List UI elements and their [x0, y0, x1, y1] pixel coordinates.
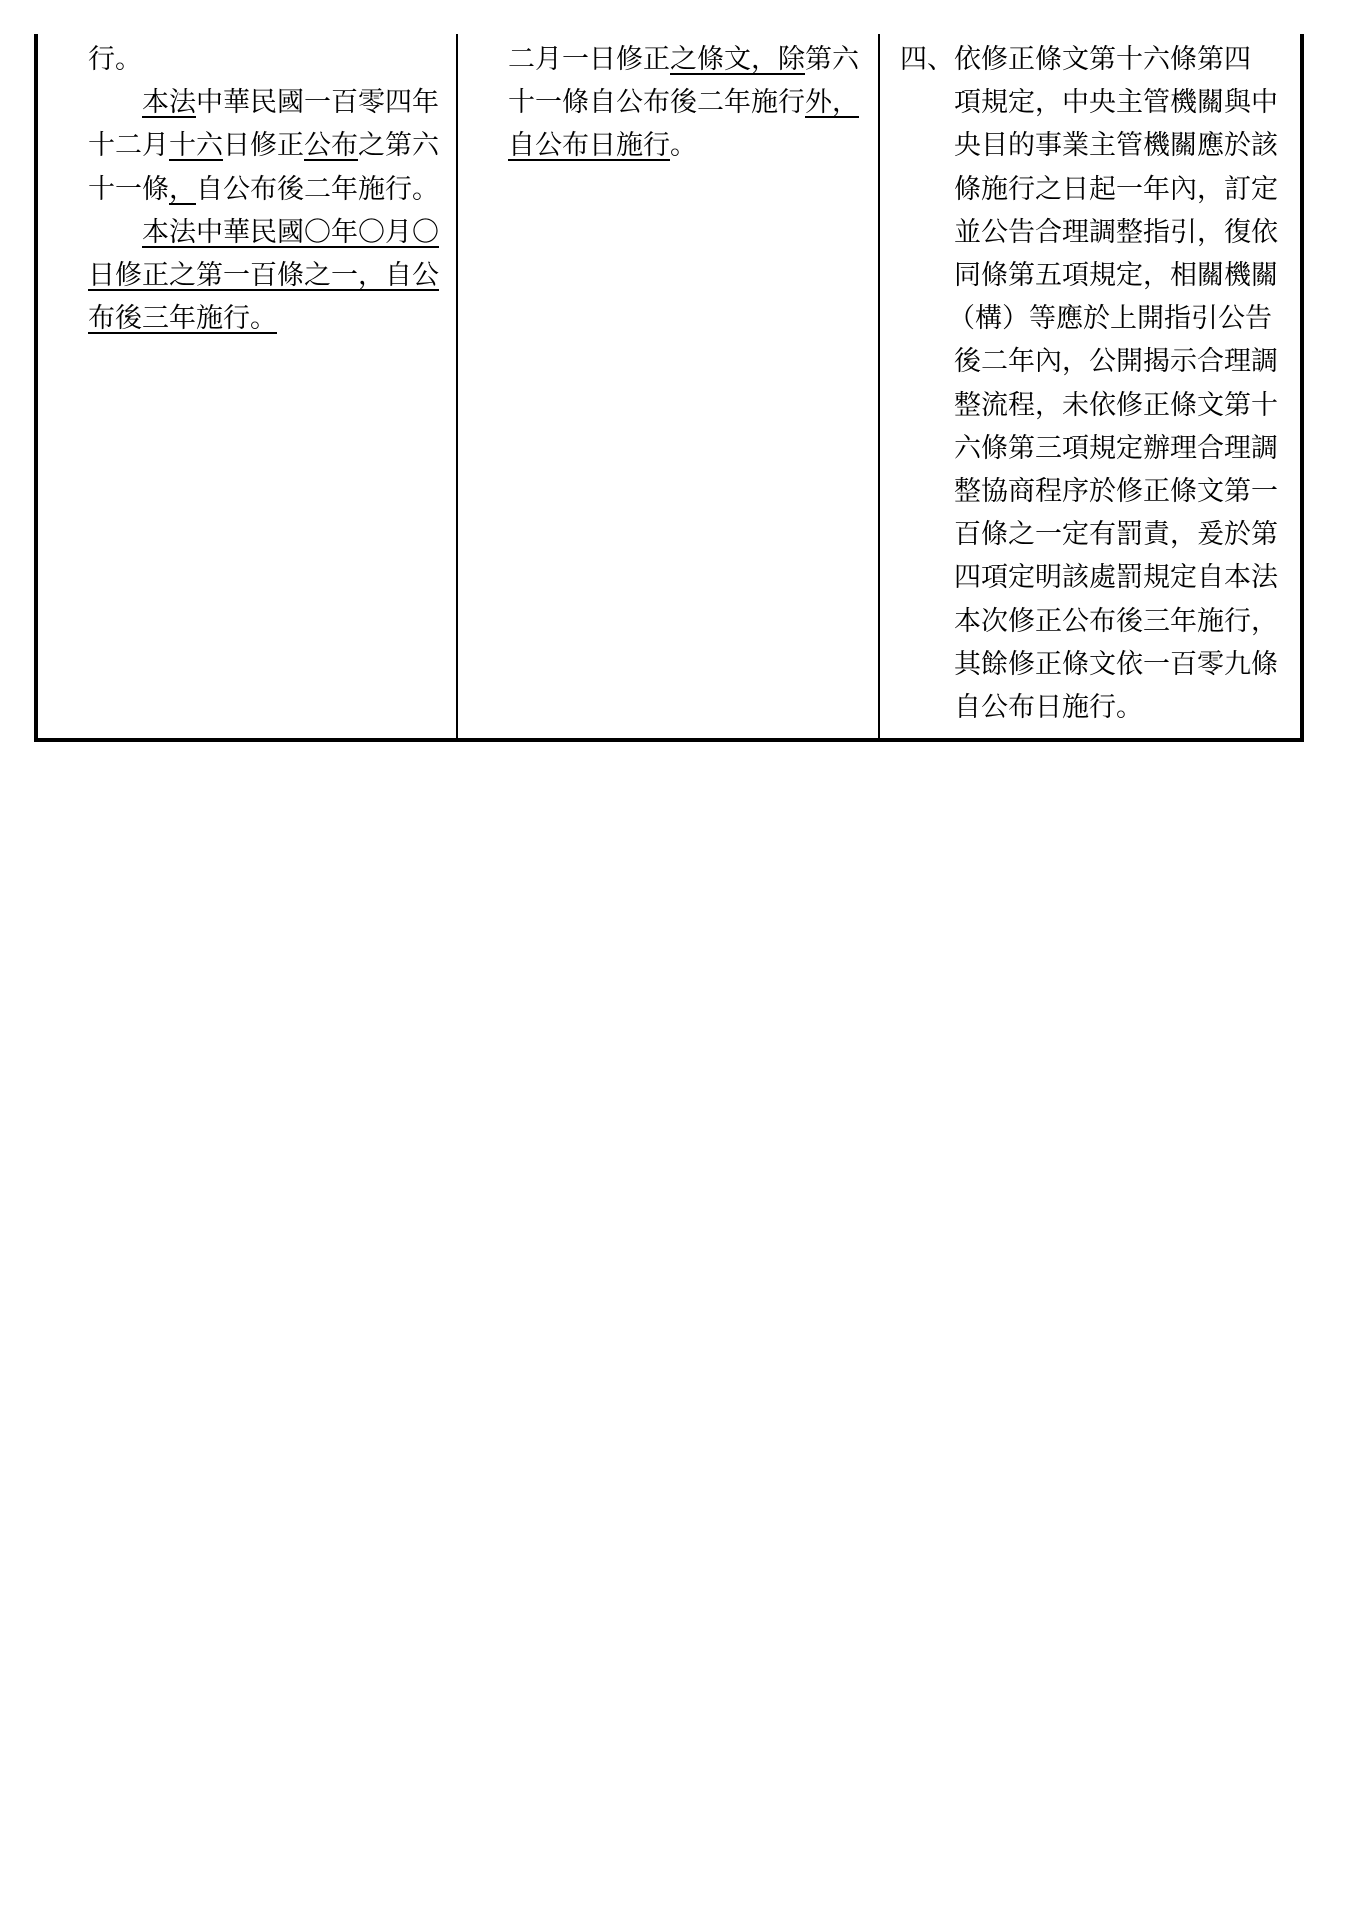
revised-paragraph-104 — [88, 81, 448, 211]
explanation-line: 項規定，中央主管機關與中 — [954, 87, 1278, 119]
current-segment: 外，自公布日施行 — [508, 87, 859, 162]
revised-segment: 之第六十一條 — [88, 130, 439, 205]
explanation-line: 四、依修正條文第十六條第四 — [900, 44, 1251, 75]
explanation-line: 其餘修正條文依一百零九條 — [954, 648, 1278, 680]
explanation-line: （構）等應於上開指引公告 — [948, 303, 1272, 335]
column-divider-right — [878, 34, 880, 738]
revised-segment: 公布 — [304, 130, 358, 162]
revised-segment: 本法 — [142, 87, 196, 119]
current-text-column — [508, 38, 868, 168]
revised-segment: 十六 — [169, 130, 223, 162]
revised-segment: 日修正 — [223, 130, 304, 162]
revised-segment: ， — [169, 173, 196, 205]
current-paragraph — [508, 38, 868, 168]
current-segment: 。 — [670, 130, 697, 162]
revised-text-column — [88, 38, 448, 340]
explanation-line: 並公告合理調整指引，復依 — [954, 216, 1278, 248]
explanation-line: 自公布日施行。 — [954, 692, 1143, 724]
current-segment: 之條文，除 — [670, 44, 805, 75]
revised-segment: 中華民國一百零四年十二月 — [88, 87, 439, 162]
explanation-line: 後二年內，公開揭示合理調 — [954, 346, 1278, 378]
explanation-line: 百條之一定有罰責，爰於第 — [954, 519, 1278, 551]
explanation-line: 央目的事業主管機關應於該 — [954, 130, 1278, 162]
current-segment: 二月一日修正 — [508, 44, 670, 75]
comparison-table — [34, 34, 1304, 742]
revised-paragraph-tail: 行。 — [88, 44, 142, 75]
explanation-column — [900, 38, 1300, 729]
explanation-line: 整協商程序於修正條文第一 — [954, 476, 1278, 508]
column-divider-left — [456, 34, 458, 738]
explanation-line: 同條第五項規定，相關機關 — [954, 260, 1278, 292]
revised-paragraph-new — [88, 211, 448, 341]
current-segment: 第六十一條自公布後二年施行 — [508, 44, 859, 119]
explanation-line: 整流程，未依修正條文第十 — [954, 389, 1278, 421]
explanation-line: 本次修正公布後三年施行， — [954, 605, 1278, 637]
revised-new-clause: 本法中華民國〇年〇月〇日修正之第一百條之一，自公布後三年施行。 — [88, 216, 439, 335]
explanation-line: 六條第三項規定辦理合理調 — [954, 432, 1278, 464]
explanation-line: 條施行之日起一年內，訂定 — [954, 173, 1278, 205]
revised-segment: 自公布後二年施行。 — [196, 173, 439, 205]
explanation-line: 四項定明該處罰規定自本法 — [954, 562, 1278, 594]
